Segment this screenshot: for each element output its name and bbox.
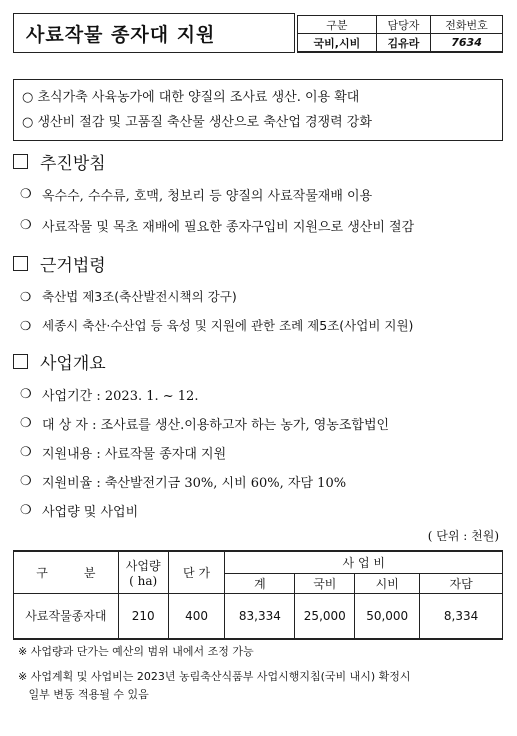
- info-table: [297, 15, 503, 53]
- page-title-text: 사료작물 종자대 지원: [26, 23, 216, 46]
- col-phone-header: 전화번호: [431, 16, 503, 34]
- row-price: 400: [168, 593, 225, 639]
- section-title: 사업개요: [40, 354, 106, 374]
- list-item: [20, 287, 237, 305]
- list-item: [20, 316, 413, 334]
- phone-value: 7634: [431, 34, 503, 53]
- col-category-header: 구분: [298, 16, 377, 34]
- col-gubun-header: 구 분: [14, 551, 119, 593]
- footnote: 일부 변동 적용될 수 있음: [18, 688, 149, 701]
- summary-line: ○ 초식가축 사육농가에 대한 양질의 조사료 생산. 이용 확대: [22, 90, 360, 105]
- bullet-icon: ❍: [20, 503, 32, 518]
- list-item-text: 축산법 제3조(축산발전시책의 강구): [42, 289, 237, 304]
- footnote: ※ 사업계획 및 사업비는 2023년 농림축산식품부 사업시행지침(국비 내시) 확정시: [18, 670, 411, 683]
- list-item-text: 대 상 자 : 조사료를 생산.이용하고자 하는 농가, 영농조합법인: [42, 418, 390, 433]
- list-item-text: 지원비율 : 축산발전기금 30%, 시비 60%, 자담 10%: [42, 476, 347, 491]
- table-row: [14, 593, 503, 639]
- list-item-text: 사업량 및 사업비: [42, 505, 139, 520]
- checkbox-square-icon: [13, 256, 28, 271]
- bullet-icon: ❍: [20, 445, 32, 460]
- list-item-text: 지원내용 : 사료작물 종자대 지원: [42, 447, 227, 462]
- section-title: 추진방침: [40, 154, 106, 174]
- checkbox-square-icon: [13, 354, 28, 369]
- col-amount-header: [118, 551, 168, 593]
- footnote: ※ 사업량과 단가는 예산의 범위 내에서 조정 가능: [18, 645, 254, 658]
- col-self-header: 자담: [420, 573, 503, 593]
- col-budget-header: 사 업 비: [225, 551, 503, 573]
- list-item: [20, 216, 414, 235]
- summary-line: ○ 생산비 절감 및 고품질 축산물 생산으로 축산업 경쟁력 강화: [22, 115, 372, 130]
- summary-box: [13, 79, 503, 141]
- page-title: [13, 13, 295, 53]
- bullet-icon: ❍: [20, 317, 32, 333]
- budget-table: [13, 550, 503, 640]
- row-amount: 210: [118, 593, 168, 639]
- section-heading-overview: [13, 349, 106, 374]
- list-item-text: 사업기간 : 2023. 1. ~ 12.: [42, 389, 199, 404]
- col-total-header: 계: [225, 573, 295, 593]
- list-item: [20, 185, 372, 204]
- section-heading-law: [13, 251, 106, 276]
- list-item: [20, 501, 138, 520]
- category-value: 국비,시비: [298, 34, 377, 53]
- row-national: 25,000: [295, 593, 355, 639]
- bullet-icon: ❍: [20, 288, 32, 304]
- col-price-header: 단 가: [168, 551, 225, 593]
- list-item: [20, 414, 389, 433]
- manager-value: 김유라: [376, 34, 430, 53]
- list-item-text: 세종시 축산·수산업 등 육성 및 지원에 관한 조례 제5조(사업비 지원): [42, 318, 414, 333]
- list-item: [20, 385, 198, 404]
- bullet-icon: ❍: [20, 387, 32, 402]
- list-item-text: 사료작물 및 목초 재배에 필요한 종자구입비 지원으로 생산비 절감: [42, 220, 415, 235]
- col-amount-label: 사업량: [125, 558, 161, 573]
- col-national-header: 국비: [295, 573, 355, 593]
- list-item: [20, 472, 346, 491]
- row-city: 50,000: [355, 593, 420, 639]
- col-city-header: 시비: [355, 573, 420, 593]
- list-item: [20, 443, 226, 462]
- section-heading-policy: [13, 149, 106, 174]
- row-total: 83,334: [225, 593, 295, 639]
- row-self: 8,334: [420, 593, 503, 639]
- checkbox-square-icon: [13, 154, 28, 169]
- bullet-icon: ❍: [20, 416, 32, 431]
- bullet-icon: ❍: [20, 218, 32, 233]
- bullet-icon: ❍: [20, 187, 32, 202]
- list-item-text: 옥수수, 수수류, 호맥, 청보리 등 양질의 사료작물재배 이용: [42, 189, 373, 204]
- bullet-icon: ❍: [20, 474, 32, 489]
- row-name: 사료작물종자대: [14, 593, 119, 639]
- unit-note: ( 단위 : 천원): [427, 529, 499, 543]
- col-amount-unit: ( ha): [129, 573, 158, 588]
- col-manager-header: 담당자: [376, 16, 430, 34]
- section-title: 근거법령: [40, 256, 106, 276]
